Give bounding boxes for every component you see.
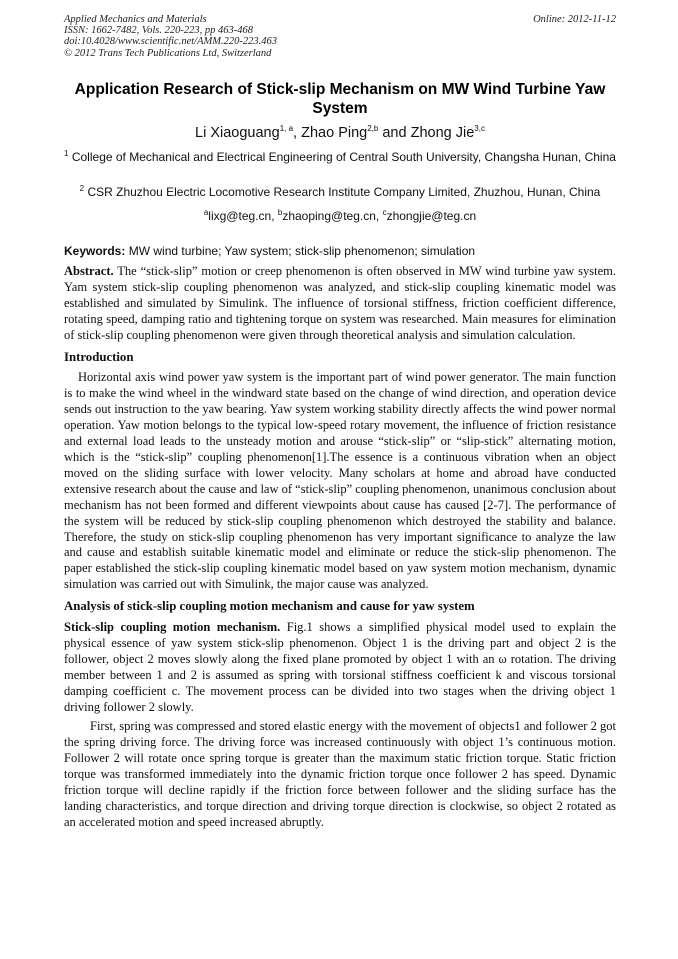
doi-line[interactable]: doi:10.4028/www.scientific.net/AMM.220-223.463 xyxy=(64,36,277,48)
affiliation-2 xyxy=(64,185,616,201)
analysis-paragraph-1 xyxy=(64,620,616,715)
keywords-line xyxy=(64,244,616,259)
abstract-paragraph xyxy=(64,264,616,344)
journal-name: Applied Mechanics and Materials xyxy=(64,14,207,25)
author-name: Zhong Jie xyxy=(410,125,475,141)
author-superscript: 1, a xyxy=(279,124,294,134)
author-name: Li Xiaoguang xyxy=(195,125,280,141)
keywords-label: Keywords: xyxy=(64,244,126,258)
copyright-line: © 2012 Trans Tech Publications Ltd, Switzerland xyxy=(64,47,272,59)
subsection-heading: Stick-slip coupling motion mechanism. xyxy=(64,620,281,635)
email-link[interactable]: lixg@teg.cn xyxy=(208,209,272,223)
analysis-paragraph-2: First, spring was compressed and stored elastic energy with the movement of objects1 and follower 2 got the spring driving force. The driving force was increased continuously with object 1’s continuous motion. Follower 2 will rotate once spring torque is greater than the maximum static friction torque. Static friction torque was transformed immediately into the dynamic friction torque once follower 2 has speed. Dynamic friction torque will decline rapidly if the friction force between follower and the sliding surface has the landing characteristics, and torque direction and driving torque direction is clockwise, so object 2 rotated as an accelerated motion and speed increased abruptly. xyxy=(64,719,616,829)
email-list: $^a$lixg@teg.cn, $^b$zhaoping@teg.cn, $^c$zhongjie@teg.cn xyxy=(203,208,477,223)
abstract-text: The “stick-slip” motion or creep phenomenon is often observed in MW wind turbine yaw system. Yam system stick-slip coupling phenomenon was analyzed, and stick-slip coupling kinematic model was established and simulated by Simulink. The influence of torsional stiffness, friction coefficient difference, rotating speed, damping ratio and tightening torque on system was researched. Main measures for elimination of stick-slip coupling phenomenon were given through theoretical analysis and simulation calculation. xyxy=(64,264,616,342)
affiliation-text: College of Mechanical and Electrical Engineering of Central South University, Changsha Hunan, China xyxy=(71,150,616,164)
affiliation-number: 2 xyxy=(79,184,85,193)
email-link[interactable]: zhongjie@teg.cn xyxy=(386,209,477,223)
author-superscript: 3,c xyxy=(474,124,485,134)
affiliation-1 xyxy=(64,150,616,166)
paper-title: Application Research of Stick-slip Mechanism on MW Wind Turbine Yaw System xyxy=(74,81,606,117)
author-list: Li Xiaoguang$^{1, a}$, Zhao Ping$^{2,b}$ and Zhong Jie$^{3,c}$ xyxy=(195,124,485,141)
author-name: Zhao Ping xyxy=(301,125,368,141)
section-heading-introduction: Introduction xyxy=(64,349,134,364)
section-heading-analysis: Analysis of stick-slip coupling motion mechanism and cause for yaw system xyxy=(64,599,475,614)
abstract-label: Abstract. xyxy=(64,264,114,278)
affiliation-text: CSR Zhuzhou Electric Locomotive Research Institute Company Limited, Zhuzhou, Hunan, China xyxy=(87,185,601,199)
analysis-text-1: Fig.1 shows a simplified physical model used to explain the physical essence of yaw system stick-slip phenomenon. Object 1 is the driving part and object 2 is the follower, object 2 moves slowly along the fixed plane promoted by object 1 with an ω rotation. The driving member between 1 and 2 is assumed as spring with torsional stiffness coefficient k and viscous torsional damping coefficient c. The movement process can be divided into two stages when the driving object 1 driving follower 2 slowly. xyxy=(64,620,617,714)
online-date: Online: 2012-11-12 xyxy=(533,14,616,25)
issn-line: ISSN: 1662-7482, Vols. 220-223, pp 463-468 xyxy=(64,25,253,37)
keywords-text: MW wind turbine; Yaw system; stick-slip phenomenon; simulation xyxy=(128,244,476,258)
paper-body xyxy=(64,264,616,831)
introduction-paragraph: Horizontal axis wind power yaw system is the important part of wind power generator. The main function is to make the wind wheel in the windward state based on the change of wind direction, and operation device sends out instruction to the yaw bearing. Yaw system working stability directly affects the wind power normal operation. Yaw motion belongs to the typical low-speed rotary movement, the influence of friction resistance and external load leads to the unsteady motion and arouse “stick-slip” or “slip-stick” alternating motion, which is the “stick-slip” coupling phenomenon[1].The essence is a continuous vibration when an object moved on the sliding surface with lower velocity. Many scholars at home and abroad have conducted extensive research about the cause and law of “stick-slip” coupling phenomenon, unanimous conclusion about mechanism has not been formed and different viewpoints about cause has caused [2-7]. The performance of the system will be reduced by stick-slip coupling phenomenon which destroyed the stability and balance. Therefore, the study on stick-slip coupling phenomenon has very important significance to analyze the law and cause and establish suitable kinematic model and eliminate or reduce the stick-slip phenomenon. The paper established the stick-slip coupling kinematic model based on yaw system motion mechanism, dynamic simulation was carried out with Simulink, the major cause was analyzed. xyxy=(64,370,616,592)
author-superscript: 2,b xyxy=(367,124,379,134)
affiliation-number: 1 xyxy=(64,149,69,158)
email-link[interactable]: zhaoping@teg.cn xyxy=(282,209,376,223)
journal-header xyxy=(64,14,616,59)
